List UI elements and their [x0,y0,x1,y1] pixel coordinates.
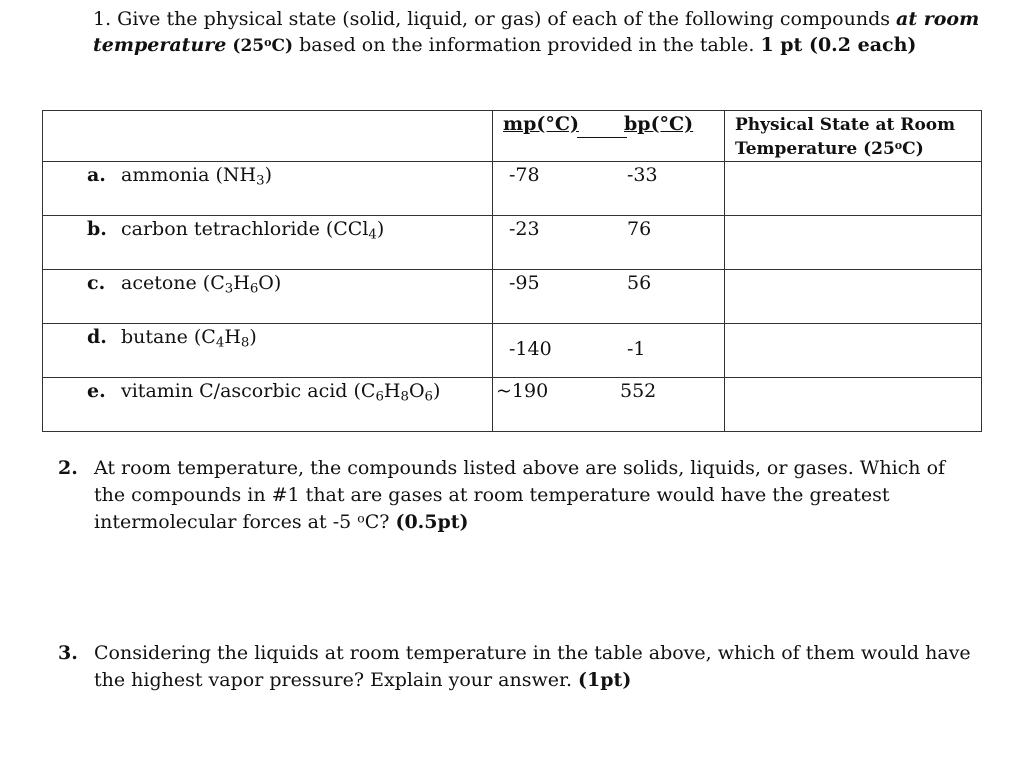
mp-bp-cell [493,162,725,216]
q1-emphasis-temperature: temperature [93,34,227,56]
q2-text-a: At room temperature, the compounds listed above are solids, liquids, or gases. Which of the compounds in #1 that are gases at room temperature would have the greatest intermolecular forces at -5 [94,457,946,533]
compound-name-cell [43,216,493,270]
compound-name: acetone (C [121,272,225,294]
subscript: 8 [240,335,250,351]
subscript: 6 [375,389,384,405]
melting-point: -78 [509,164,540,186]
question-2 [58,455,978,536]
subscript: 8 [400,389,409,405]
compound-name-end: ) [433,380,441,402]
table-row [43,324,982,378]
melting-point: ~190 [496,380,549,402]
mp-bp-cell [493,216,725,270]
subscript: 4 [215,335,225,351]
question-1-prompt [93,6,983,59]
compound-name-end: O) [258,272,282,294]
q2-points: (0.5pt) [395,511,469,533]
physical-state-answer-cell[interactable] [725,270,982,324]
boiling-point: -33 [627,164,658,186]
q1-emphasis-at-room: at room [896,8,980,30]
compounds-table [42,110,982,432]
subscript: 4 [368,227,377,243]
table-row [43,216,982,270]
header-state-degree: o [894,139,903,153]
q3-text [94,640,978,694]
q3-number: 3. [58,642,78,664]
subscript: 3 [224,281,234,297]
q1-temp-value [232,36,293,56]
compound-name: butane (C [121,326,216,348]
header-state-line2b: C) [902,139,924,159]
compound-name-mid: H [224,326,241,348]
q2-text-b: C? [364,511,396,533]
row-letter: b. [87,218,107,240]
row-letter: e. [87,380,106,402]
header-bp: bp(°C) [624,113,694,135]
boiling-point: 552 [620,380,657,402]
header-mp: mp(°C) [503,113,579,135]
q1-suffix: based on the information provided in the table. [293,34,761,56]
mp-bp-cell [493,270,725,324]
compound-name: carbon tetrachloride (CCl [121,218,369,240]
compound-name-cell [43,324,493,378]
melting-point: -23 [509,218,540,240]
q1-prefix: 1. Give the physical state (solid, liquid, or gas) of each of the following compounds [93,8,897,30]
q2-degree: o [357,511,365,526]
row-letter: c. [87,272,106,294]
physical-state-answer-cell[interactable] [725,378,982,432]
q2-number: 2. [58,457,78,479]
table-row [43,162,982,216]
physical-state-answer-cell[interactable] [725,324,982,378]
question-3 [58,640,978,694]
mp-bp-cell [493,378,725,432]
compound-name-cell [43,270,493,324]
q1-degree: o [264,36,272,50]
header-physical-state [725,111,982,162]
compound-name-end: ) [376,218,385,240]
boiling-point: 56 [627,272,652,294]
compound-name-cell [43,378,493,432]
header-state-line2a: Temperature (25 [735,139,895,159]
q1-temp-unit: C) [271,36,294,56]
subscript: 6 [249,281,259,297]
compound-name: ammonia (NH [121,164,257,186]
header-empty-cell [43,111,493,162]
q1-points: 1 pt (0.2 each) [760,34,917,56]
header-state-line1: Physical State at Room [735,115,956,135]
compound-name: vitamin C/ascorbic acid (C [121,380,376,402]
subscript: 6 [424,389,434,405]
melting-point: -95 [509,272,540,294]
table-row [43,270,982,324]
q1-temp-num: (25 [232,36,265,56]
header-underline-gap [577,137,627,138]
melting-point: -140 [509,338,552,360]
boiling-point: -1 [627,338,646,360]
compound-name-end: ) [264,164,272,186]
compound-name-mid: H [383,380,401,402]
compound-name-mid: H [233,272,250,294]
header-mp-bp-cell [493,111,725,162]
compound-name-mid: O [408,380,425,402]
physical-state-answer-cell[interactable] [725,216,982,270]
physical-state-answer-cell[interactable] [725,162,982,216]
compound-name-cell [43,162,493,216]
subscript: 3 [256,173,265,189]
q3-text-body: Considering the liquids at room temperature in the table above, which of them would have the highest vapor pressure? Explain your answer. [94,642,971,691]
compound-name-end: ) [249,326,257,348]
boiling-point: 76 [627,218,652,240]
q2-text [94,455,978,536]
row-letter: a. [87,164,106,186]
mp-bp-cell [493,324,725,378]
row-letter: d. [87,326,107,348]
q3-points: (1pt) [578,669,632,691]
table-header-row [43,111,982,162]
table-row [43,378,982,432]
